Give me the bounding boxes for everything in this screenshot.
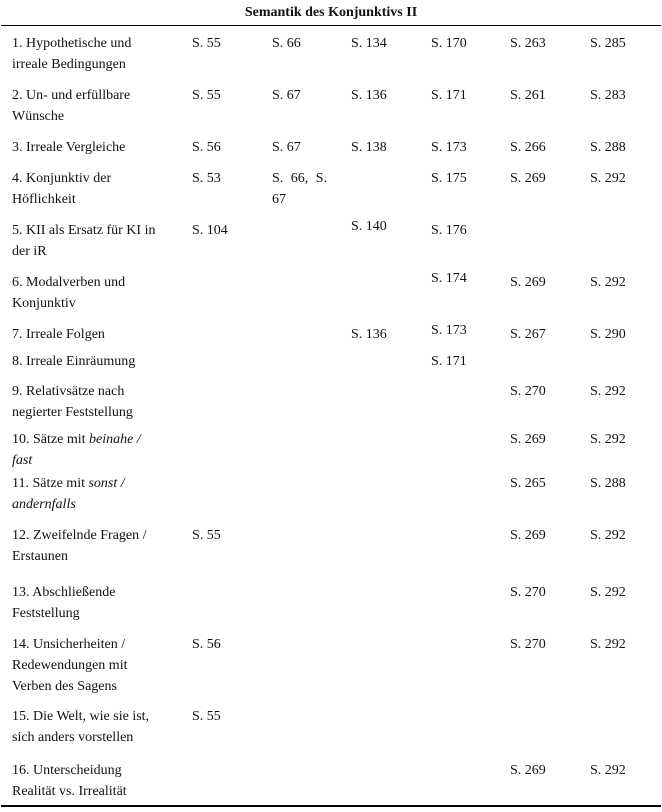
row-label-text: 7. Irreale Folgen (12, 327, 105, 342)
row-label (12, 33, 180, 75)
page-ref-cell: S. 288 (590, 476, 626, 491)
row-label (12, 220, 180, 262)
page-ref-cell: S. 285 (590, 36, 626, 51)
row-label (12, 525, 180, 567)
page-ref-cell: S. 269 (510, 432, 546, 447)
page-ref-cell: S. 269 (510, 171, 546, 186)
page-ref-cell: S. 283 (590, 88, 626, 103)
table-title: Semantik des Konjunktivs II (244, 5, 418, 20)
row-label-text: Redewendungen mit (12, 658, 128, 673)
page-ref-cell: S. 140 (351, 219, 387, 234)
row-label (12, 582, 180, 624)
row-label-text: irreale Bedingungen (12, 57, 126, 72)
row-label-italic: beinahe / (89, 432, 141, 447)
page-ref-cell: S. 171 (431, 354, 467, 369)
page-ref-cell: S. 138 (351, 140, 387, 155)
page-ref-cell: S. 292 (590, 384, 626, 399)
row-label-text: 16. Unterscheidung (12, 763, 122, 778)
row-label-text: 5. KII als Ersatz für KI in (12, 223, 156, 238)
row-label-text: 14. Unsicherheiten / (12, 637, 126, 652)
row-label-text: 4. Konjunktiv der (12, 171, 112, 186)
page-ref-cell: S. 134 (351, 36, 387, 51)
page-ref-cell: S. 269 (510, 275, 546, 290)
page-ref-cell: S. 175 (431, 171, 467, 186)
row-label (12, 324, 180, 345)
page-ref-cell: S. 292 (590, 528, 626, 543)
page-ref-cell: S. 55 (192, 88, 221, 103)
page-ref-cell: S. 170 (431, 36, 467, 51)
page-ref-cell: S. 67 (272, 88, 301, 103)
page-ref-cell: S. 173 (431, 323, 467, 338)
page-ref-cell: S. 292 (590, 637, 626, 652)
page-ref-cell: S. 269 (510, 763, 546, 778)
page-ref-cell: S. 292 (590, 275, 626, 290)
row-label-text: 13. Abschließende (12, 585, 116, 600)
page-ref-cell: S. 67 (272, 140, 301, 155)
page-ref-cell: S. 270 (510, 585, 546, 600)
page-ref-cell: S. 176 (431, 223, 467, 238)
page-ref-cell: S. 261 (510, 88, 546, 103)
page-ref-cell: S. 136 (351, 88, 387, 103)
row-label-text: 9. Relativsätze nach (12, 384, 125, 399)
row-label (12, 473, 180, 515)
page-ref-cell: S. 171 (431, 88, 467, 103)
row-label-text: der iR (12, 244, 47, 259)
row-label-text: Verben des Sagens (12, 679, 117, 694)
row-label-text: sich anders vorstellen (12, 730, 134, 745)
bottom-rule (1, 805, 661, 807)
page-ref-cell: S. 292 (590, 171, 626, 186)
page-ref-cell: S. 56 (192, 637, 221, 652)
row-label-text: Konjunktiv (12, 296, 76, 311)
page-ref-cell: S. 270 (510, 637, 546, 652)
page-ref-cell: S. 292 (590, 432, 626, 447)
row-label (12, 137, 180, 158)
page-ref-cell: S. 265 (510, 476, 546, 491)
page-ref-cell: S. 136 (351, 327, 387, 342)
row-label-text: 10. Sätze mit (12, 432, 89, 447)
row-label-text: 8. Irreale Einräumung (12, 354, 136, 369)
page-ref-cell: S. 267 (510, 327, 546, 342)
row-label (12, 168, 180, 210)
row-label (12, 85, 180, 127)
row-label-text: negierter Feststellung (12, 405, 133, 420)
row-label (12, 429, 180, 471)
row-label (12, 760, 180, 802)
row-label-text: 15. Die Welt, wie sie ist, (12, 709, 150, 724)
page-ref-cell: S. 290 (590, 327, 626, 342)
page-ref-cell: S. 266 (510, 140, 546, 155)
page-ref-cell: S. 174 (431, 271, 467, 286)
row-label-text: Wünsche (12, 109, 65, 124)
row-label-text: 12. Zweifelnde Fragen / (12, 528, 147, 543)
row-label-text: 6. Modalverben und (12, 275, 126, 290)
row-label-italic: fast (12, 453, 33, 468)
page-ref-cell: S. 66 (272, 36, 301, 51)
row-label-text: 1. Hypothetische und (12, 36, 132, 51)
row-label-italic: sonst / (88, 476, 125, 491)
page-ref-cell: S. 104 (192, 223, 228, 238)
page-ref-cell: S. 270 (510, 384, 546, 399)
page-ref-cell: S. 288 (590, 140, 626, 155)
row-label-italic: andernfalls (12, 497, 76, 512)
row-label-text: 3. Irreale Vergleiche (12, 140, 126, 155)
row-label-text: 11. Sätze mit (12, 476, 89, 491)
page-ref-cell: S. 56 (192, 140, 221, 155)
row-label (12, 381, 180, 423)
page-ref-cell: S. 55 (192, 709, 221, 724)
page-ref-cell: S. 55 (192, 36, 221, 51)
row-label (12, 634, 180, 697)
row-label-text: Höflichkeit (12, 192, 76, 207)
row-label-text: Erstaunen (12, 549, 68, 564)
row-label-text: Realität vs. Irrealität (12, 784, 127, 799)
page-ref-cell: S. 173 (431, 140, 467, 155)
page-ref-cell: S. 292 (590, 763, 626, 778)
page-ref-cell: S. 55 (192, 528, 221, 543)
row-label-text: 2. Un- und erfüllbare (12, 88, 131, 103)
page-ref-cell: S. 292 (590, 585, 626, 600)
row-label (12, 351, 180, 372)
page-ref-cell: S. 53 (192, 171, 221, 186)
row-label (12, 272, 180, 314)
top-rule (1, 25, 661, 26)
row-label-text: Feststellung (12, 606, 80, 621)
row-label (12, 706, 180, 748)
page-ref-cell: S. 269 (510, 528, 546, 543)
page-ref-cell: S. 263 (510, 36, 546, 51)
page-ref-cell: S. 66, S. 67 (272, 171, 328, 207)
